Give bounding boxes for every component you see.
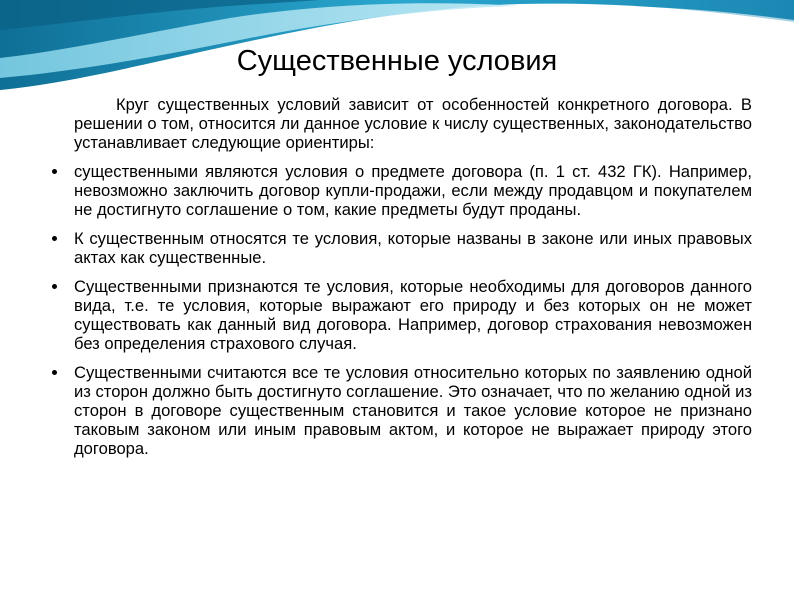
slide-content xyxy=(52,95,752,468)
slide-title: Существенные условия xyxy=(236,45,558,77)
conditions-list xyxy=(52,162,752,458)
list-item-text: Существенными считаются все те условия относительно которых по заявлению одной из сторон должно быть достигнуто соглашение. Это означает, что по желанию одной из сторон в договоре существенным становится и такое условие которое не признано таковым законом или иным правовым актом, и которое не выражает природу этого договора. xyxy=(74,363,752,458)
bullet-icon xyxy=(52,370,57,375)
list-item xyxy=(52,277,752,353)
list-item-text: существенными являются условия о предмете договора (п. 1 ст. 432 ГК). Например, невозможно заключить договор купли-продажи, если между продавцом и покупателем не достигнуто соглашение о том, какие предметы будут проданы. xyxy=(74,162,752,219)
intro-paragraph: Круг существенных условий зависит от особенностей конкретного договора. В решении о том, относится ли данное условие к числу существенных, законодательство устанавливает следующие ориентиры: xyxy=(74,95,752,152)
list-item xyxy=(52,162,752,219)
bullet-icon xyxy=(52,236,57,241)
list-item xyxy=(52,363,752,458)
list-item-text: Существенными признаются те условия, которые необходимы для договоров данного вида, т.е. те условия, которые выражают его природу и без которых он не может существовать как данный вид договора. Например, договор страхования невозможен без определения страхового случая. xyxy=(74,277,752,353)
bullet-icon xyxy=(52,169,57,174)
bullet-icon xyxy=(52,284,57,289)
list-item xyxy=(52,229,752,267)
list-item-text: К существенным относятся те условия, которые названы в законе или иных правовых актах как существенные. xyxy=(74,229,752,267)
